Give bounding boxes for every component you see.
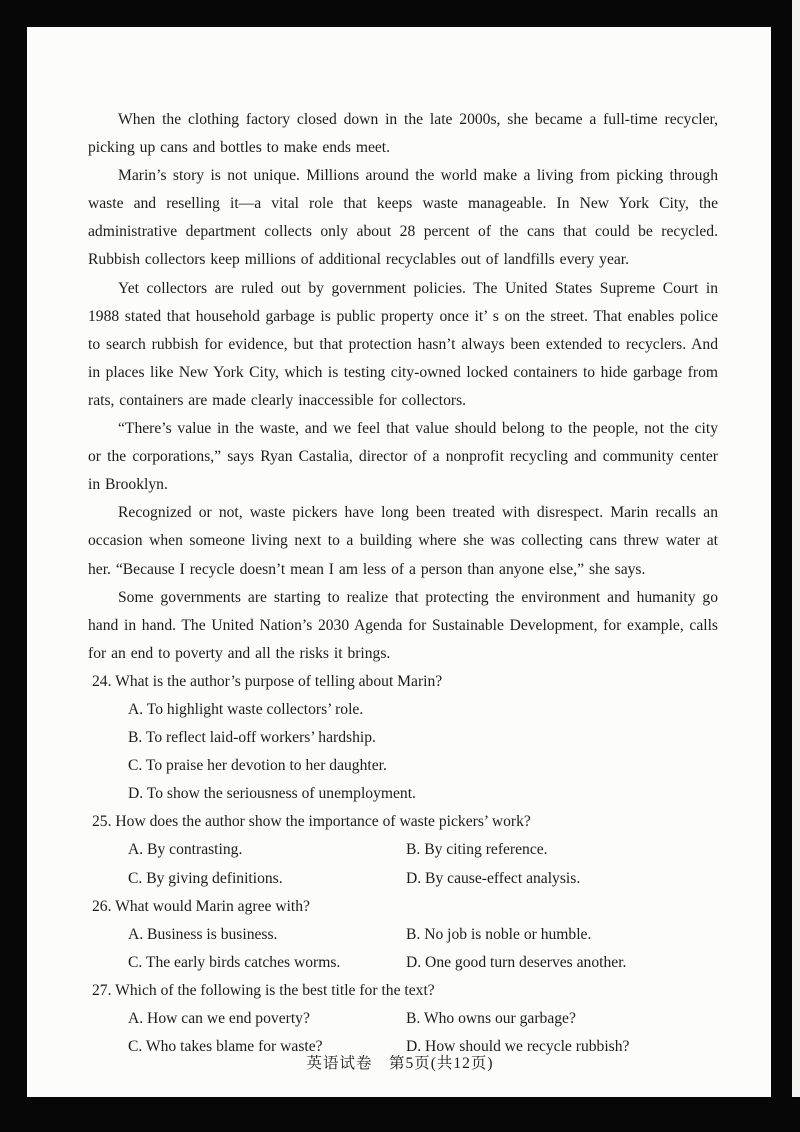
question-text: 27. Which of the following is the best title for the text? [92, 981, 435, 999]
option: C. To praise her devotion to her daughter. [128, 757, 387, 775]
option: B. By citing reference. [406, 841, 548, 859]
question-text: 26. What would Marin agree with? [92, 897, 310, 915]
scan-border-bottom [0, 1097, 800, 1132]
question [88, 893, 718, 977]
page-content [88, 106, 718, 1061]
scan-border-left [0, 0, 27, 1132]
option: D. By cause-effect analysis. [406, 869, 581, 887]
questions [88, 668, 718, 1061]
page-footer: 英语试卷 第5页(共12页) [306, 1055, 494, 1072]
passage-paragraph: Some governments are starting to realize that protecting the environment and humanity go hand in hand. The United Nation’s 2030 Agenda for Sustainable Development, for example, calls for an end to poverty and all the risks it brings. [88, 588, 718, 662]
scan-artifact [30, 6, 60, 21]
scan-border-top [0, 0, 800, 27]
option: B. No job is noble or humble. [406, 925, 592, 943]
question-text: 24. What is the author’s purpose of telling about Marin? [92, 672, 443, 690]
passage-paragraph: “There’s value in the waste, and we feel that value should belong to the people, not the city or the corporations,” says Ryan Castalia, director of a nonprofit recycling and community center in Brooklyn. [88, 420, 718, 494]
options [128, 836, 718, 892]
option: B. Who owns our garbage? [406, 1010, 576, 1027]
question [88, 977, 718, 1061]
passage [88, 106, 718, 668]
options [88, 696, 718, 808]
option: C. The early birds catches worms. [128, 953, 341, 971]
option: A. By contrasting. [128, 841, 243, 859]
question [88, 808, 718, 892]
scan-border-right [771, 0, 792, 1132]
option: B. To reflect laid-off workers’ hardship. [128, 729, 376, 747]
options [128, 921, 718, 977]
option: C. By giving definitions. [128, 869, 283, 887]
question [88, 668, 718, 808]
passage-paragraph: When the clothing factory closed down in the late 2000s, she became a full-time recycler, picking up cans and bottles to make ends meet. [88, 111, 718, 157]
option: D. One good turn deserves another. [406, 953, 627, 971]
option: C. Who takes blame for waste? [128, 1038, 323, 1056]
option: D. How should we recycle rubbish? [406, 1038, 630, 1056]
passage-paragraph: Marin’s story is not unique. Millions around the world make a living from picking through waste and reselling it—a vital role that keeps waste manageable. In New York City, the administrative department collects only about 28 percent of the cans that could be recycled. Rubbish collectors keep millions of additional recyclables out of landfills every year. [88, 167, 718, 269]
option: A. How can we end poverty? [128, 1010, 310, 1027]
option: A. Business is business. [128, 925, 278, 943]
passage-paragraph: Yet collectors are ruled out by government policies. The United States Supreme Court in 1988 stated that household garbage is public property once it’ s on the street. That enables police to search rubbish for evidence, but that protection hasn’t always been extended to recyclers. And in places like New York City, which is testing city-owned locked containers to hide garbage from rats, containers are made clearly inaccessible for collectors. [88, 279, 718, 409]
question-text: 25. How does the author show the importance of waste pickers’ work? [92, 813, 531, 831]
option: A. To highlight waste collectors’ role. [128, 700, 364, 718]
option: D. To show the seriousness of unemployment. [128, 785, 416, 803]
scan-edge-sliver [792, 0, 800, 1132]
passage-paragraph: Recognized or not, waste pickers have long been treated with disrespect. Marin recalls an occasion when someone living next to a building where she was collecting cans threw water at her. “Because I recycle doesn’t mean I am less of a person than anyone else,” she says. [88, 504, 718, 578]
